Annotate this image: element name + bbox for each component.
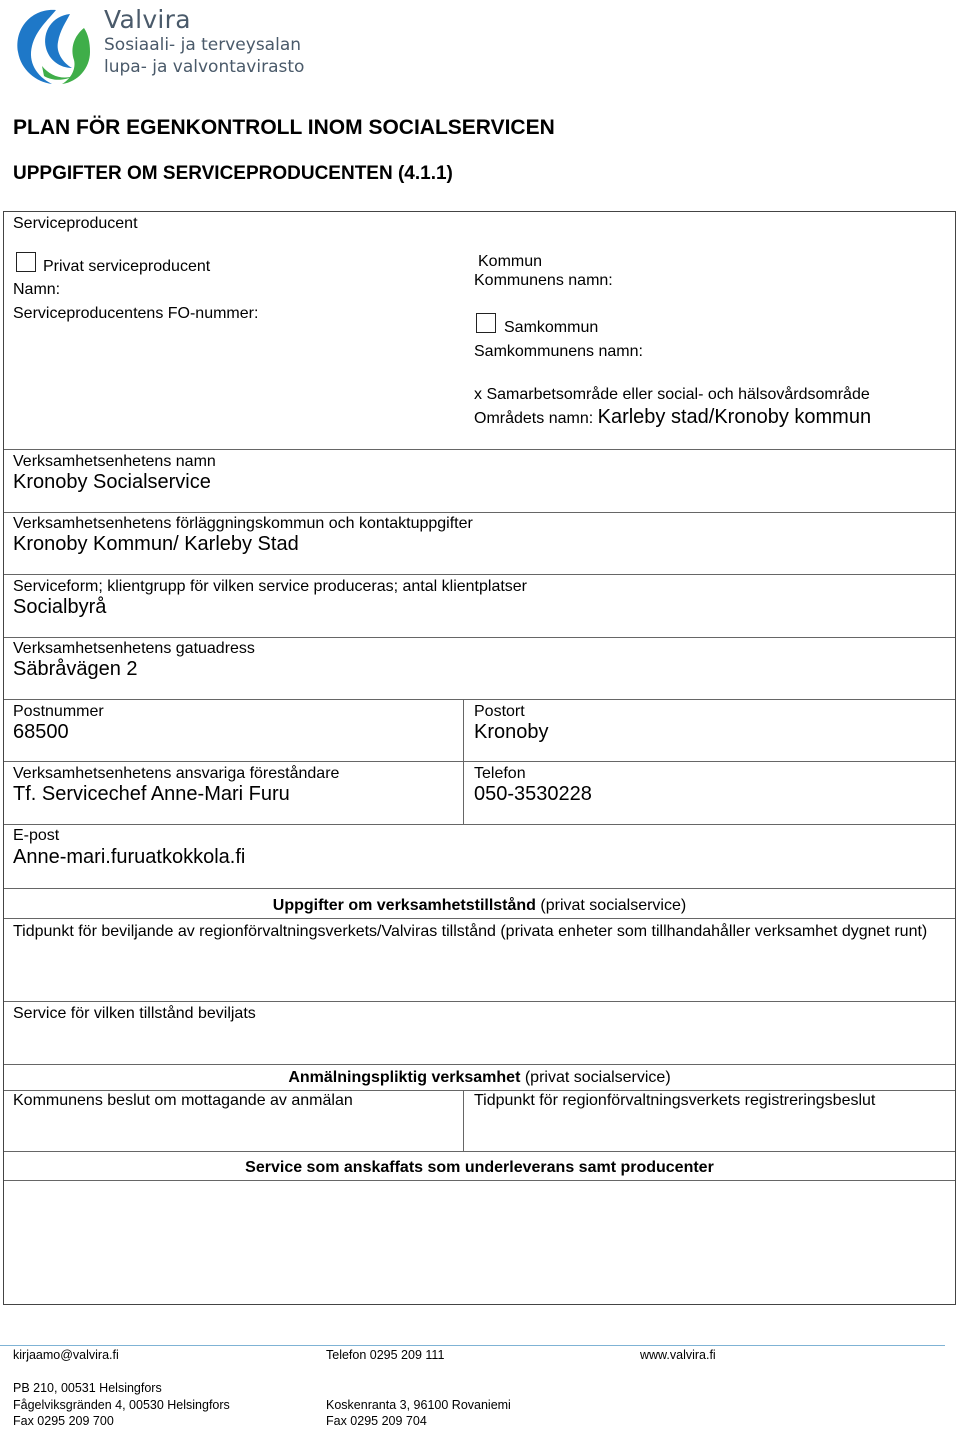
address-label: Verksamhetsenhetens gatuadress <box>13 640 255 657</box>
email-label: E-post <box>13 827 60 844</box>
subcontract-heading: Service som anskaffats som underleverans samt producenter <box>245 1159 714 1176</box>
footer-helsinki-street: Fågelviksgränden 4, 00530 Helsingfors <box>13 1398 230 1412</box>
footer-rovaniemi-fax: Fax 0295 209 704 <box>326 1414 427 1428</box>
row-divider <box>4 574 955 575</box>
footer-email[interactable]: kirjaamo@valvira.fi <box>13 1348 119 1362</box>
permit-heading <box>4 896 955 915</box>
notification-heading-rest: (privat socialservice) <box>520 1069 671 1086</box>
postort-value: Kronoby <box>474 721 549 743</box>
producer-form <box>3 211 956 1305</box>
phone-label: Telefon <box>474 765 526 782</box>
samkommun-name-label: Samkommunens namn: <box>474 343 643 360</box>
location-value: Kronoby Kommun/ Karleby Stad <box>13 533 299 555</box>
unit-name-label: Verksamhetsenhetens namn <box>13 453 216 470</box>
service-form-value: Socialbyrå <box>13 596 107 618</box>
email-value: Anne-mari.furuatkokkola.fi <box>13 846 246 868</box>
manager-value: Tf. Servicechef Anne-Mari Furu <box>13 783 290 805</box>
service-form-label: Serviceform; klientgrupp för vilken service produceras; antal klientplatser <box>13 578 528 595</box>
location-label: Verksamhetsenhetens förläggningskommun och kontaktuppgifter <box>13 515 473 532</box>
row-divider <box>4 512 955 513</box>
area-name-label: Områdets namn: <box>474 410 594 427</box>
row-divider <box>4 637 955 638</box>
notification-heading-bold: Anmälningspliktig verksamhet <box>288 1069 521 1086</box>
address-value: Säbråvägen 2 <box>13 658 138 680</box>
private-producer-checkbox[interactable] <box>16 252 36 272</box>
valvira-swoosh-icon <box>12 6 94 86</box>
kommun-label: Kommun <box>478 253 543 270</box>
row-divider <box>4 824 955 825</box>
permit-heading-rest: (privat socialservice) <box>535 897 687 914</box>
footer-helsinki-fax: Fax 0295 209 700 <box>13 1414 114 1428</box>
unit-name-value: Kronoby Socialservice <box>13 471 211 493</box>
row-divider <box>4 1064 955 1065</box>
registration-label: Tidpunkt för regionförvaltningsverkets registreringsbeslut <box>474 1092 876 1109</box>
row-divider <box>4 699 955 700</box>
logo-brand: Valvira <box>104 5 191 34</box>
service-granted-label: Service för vilken tillstånd beviljats <box>13 1005 256 1022</box>
postcode-label: Postnummer <box>13 703 104 720</box>
page-title: PLAN FÖR EGENKONTROLL INOM SOCIALSERVICEN <box>13 116 555 139</box>
phone-value: 050-3530228 <box>474 783 592 805</box>
permit-heading-bold: Uppgifter om verksamhetstillstånd <box>272 897 536 914</box>
producer-heading: Serviceproducent <box>13 215 138 232</box>
postort-label: Postort <box>474 703 525 720</box>
footer-helsinki-box: PB 210, 00531 Helsingfors <box>13 1381 162 1395</box>
area-label: x Samarbetsområde eller social- och hälsovårdsområde <box>474 386 870 403</box>
samkommun-label: Samkommun <box>504 319 599 336</box>
logo-line2: lupa- ja valvontavirasto <box>104 57 305 77</box>
row-divider <box>4 1001 955 1002</box>
postcode-value: 68500 <box>13 721 69 743</box>
footer-phone: Telefon 0295 209 111 <box>326 1348 445 1362</box>
footer-rovaniemi-street: Koskenranta 3, 96100 Rovaniemi <box>326 1398 511 1412</box>
column-divider <box>463 1090 464 1151</box>
row-divider <box>4 1151 955 1152</box>
column-divider <box>463 699 464 824</box>
area-name-value: Karleby stad/Kronoby kommun <box>597 406 872 428</box>
manager-label: Verksamhetsenhetens ansvariga föreståndare <box>13 765 340 782</box>
name-label: Namn: <box>13 281 61 298</box>
logo-line1: Sosiaali- ja terveysalan <box>104 35 302 55</box>
row-divider <box>4 1180 955 1181</box>
row-divider <box>4 918 955 919</box>
valvira-logo <box>12 6 312 88</box>
fo-number-label: Serviceproducentens FO-nummer: <box>13 305 259 322</box>
row-divider <box>4 761 955 762</box>
permit-granted-text: Tidpunkt för beviljande av regionförvaltningsverkets/Valviras tillstånd (privata enheter som tillhandahåller verksamhet dygnet runt) <box>13 923 928 940</box>
row-divider <box>4 888 955 889</box>
section-title: UPPGIFTER OM SERVICEPRODUCENTEN (4.1.1) <box>13 163 453 184</box>
footer-rule <box>0 1345 945 1346</box>
footer-web[interactable]: www.valvira.fi <box>640 1348 716 1362</box>
kommun-decision-label: Kommunens beslut om mottagande av anmälan <box>13 1092 353 1109</box>
kommun-name-label: Kommunens namn: <box>474 272 613 289</box>
samkommun-checkbox[interactable] <box>476 313 496 333</box>
area-name-row <box>474 408 871 428</box>
row-divider <box>4 449 955 450</box>
notification-heading <box>4 1068 955 1087</box>
private-producer-label: Privat serviceproducent <box>43 258 211 275</box>
